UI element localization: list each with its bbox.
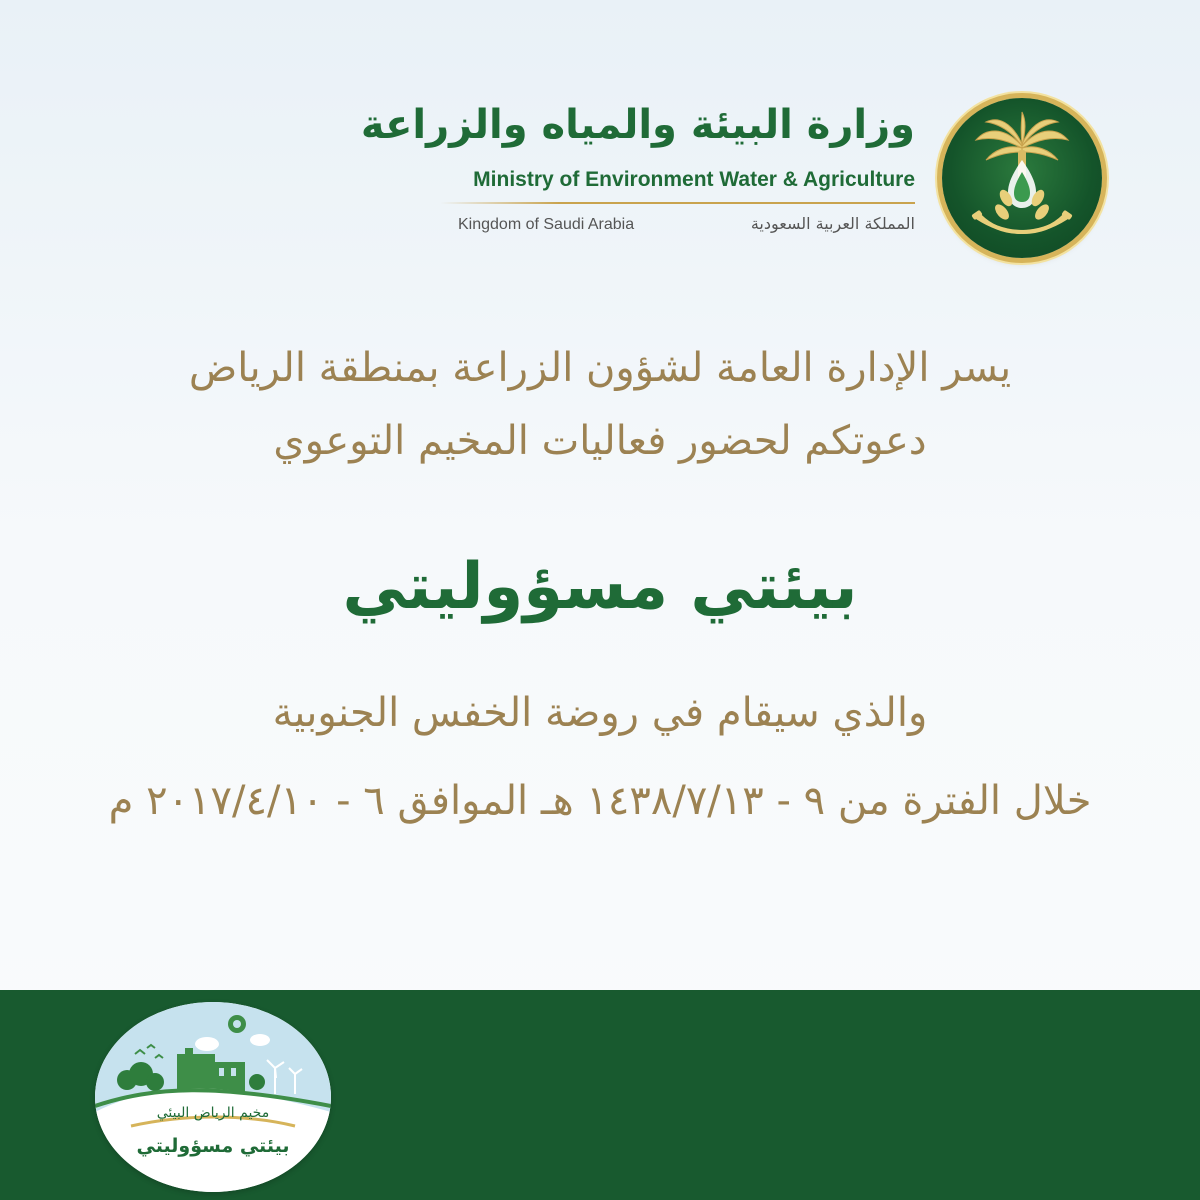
kingdom-name-english: Kingdom of Saudi Arabia — [458, 216, 635, 233]
invitation-line-1: يسر الإدارة العامة لشؤون الزراعة بمنطقة الرياض — [188, 345, 1012, 391]
location-line: والذي سيقام في روضة الخفس الجنوبية — [272, 690, 928, 736]
badge-camp-name: مخيم الرياض البيئي — [156, 1105, 270, 1121]
invitation-line-2: دعوتكم لحضور فعاليات المخيم التوعوي — [273, 418, 927, 464]
badge-slogan: بيئتي مسؤوليتي — [136, 1135, 290, 1157]
kingdom-name-arabic: المملكة العربية السعودية — [750, 214, 915, 233]
camp-landscape-logo-icon — [95, 1002, 331, 1192]
camp-badge — [95, 1002, 331, 1192]
camp-title: بيئتي مسؤوليتي — [342, 550, 858, 624]
palm-and-swords-emblem-icon — [942, 98, 1102, 258]
dates-line: خلال الفترة من ٩ - ١٤٣٨/٧/١٣ هـ الموافق ٦ - ٢٠١٧/٤/١٠ م — [108, 778, 1092, 824]
ministry-name-english: Ministry of Environment Water & Agriculture — [473, 168, 915, 191]
ministry-header — [360, 98, 1120, 268]
ministry-name-arabic: وزارة البيئة والمياه والزراعة — [360, 102, 915, 148]
gold-divider — [440, 202, 915, 204]
